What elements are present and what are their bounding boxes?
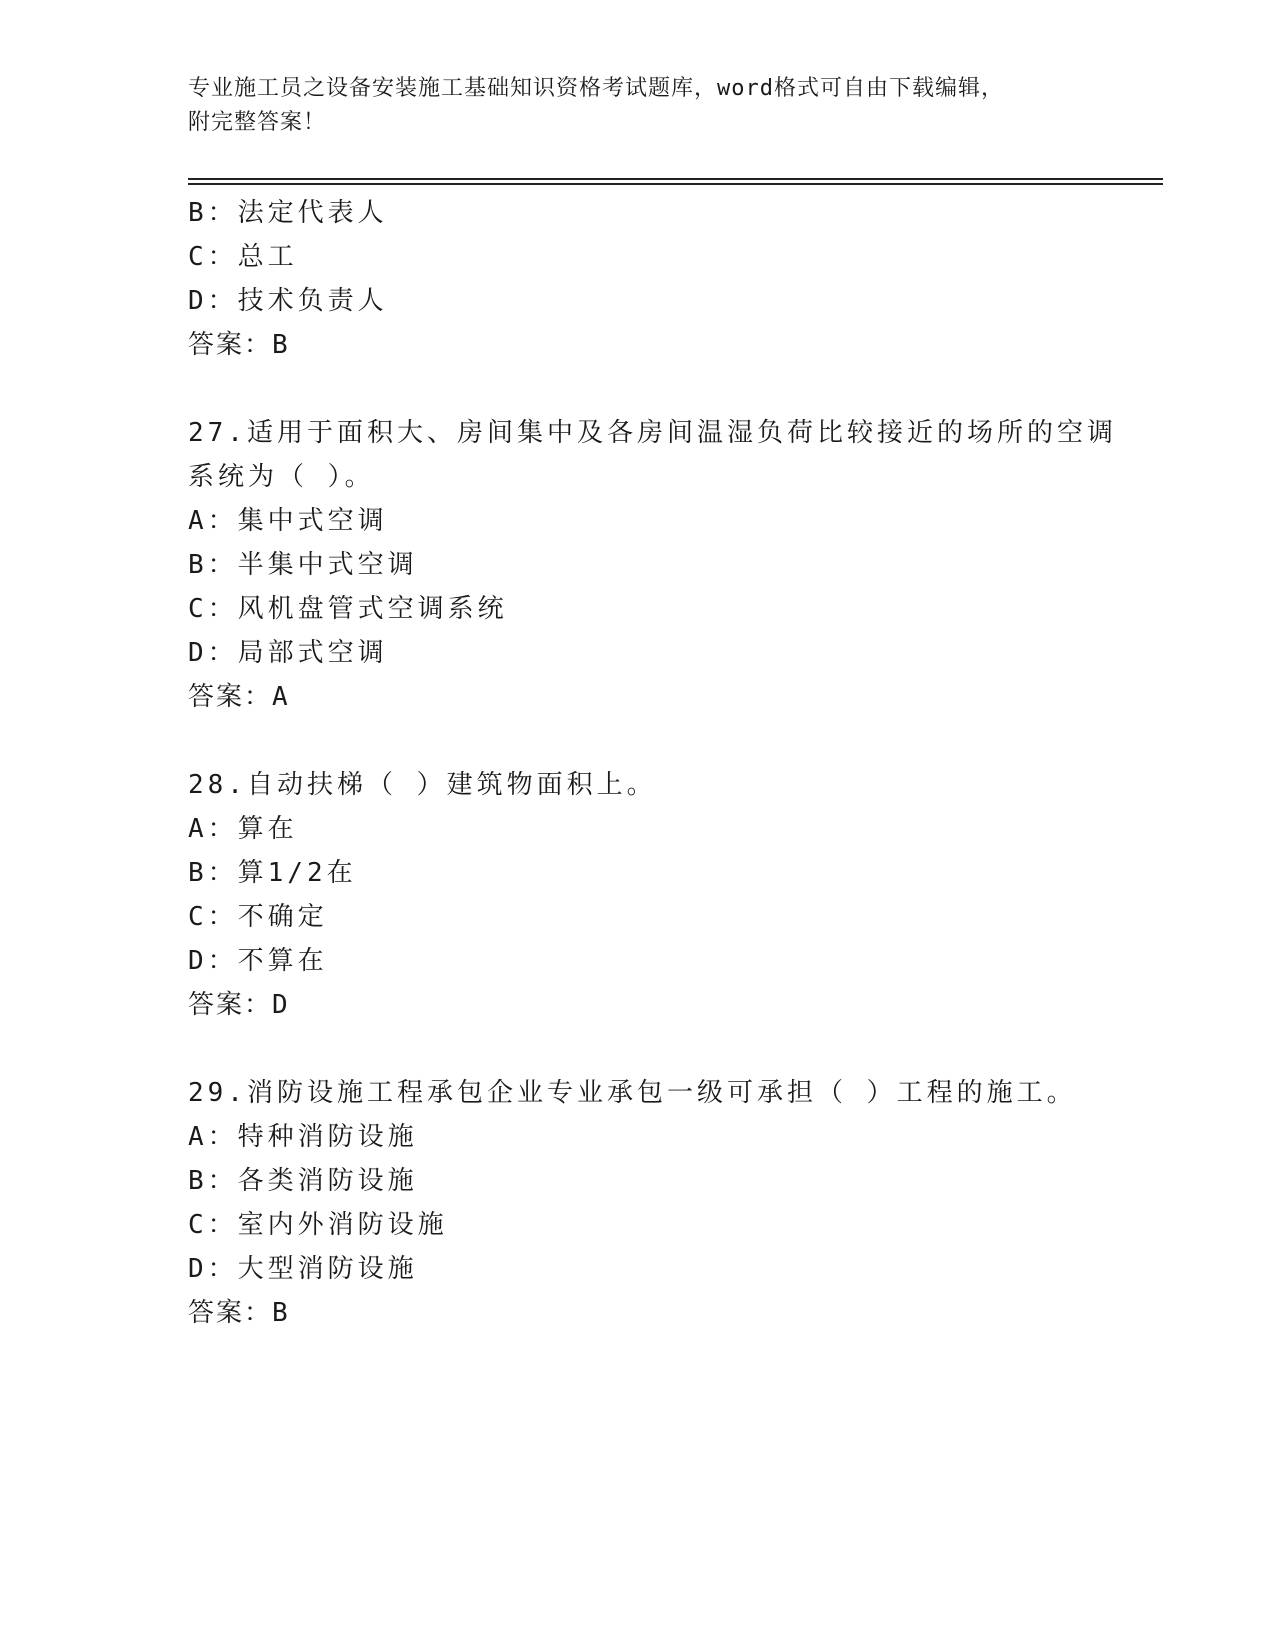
q28-answer: 答案：D: [188, 990, 290, 1020]
q27-option-d: D：局部式空调: [188, 638, 388, 668]
q27-option-b: B：半集中式空调: [188, 550, 418, 580]
q29-option-a: A：特种消防设施: [188, 1122, 418, 1152]
q28-option-c: C：不确定: [188, 902, 328, 932]
q26-option-c: C：总工: [188, 242, 298, 272]
q27-stem-line-1: 27.适用于面积大、房间集中及各房间温湿负荷比较接近的场所的空调: [188, 418, 1117, 448]
q27-option-c: C：风机盘管式空调系统: [188, 594, 508, 624]
q29-option-d: D：大型消防设施: [188, 1254, 418, 1284]
q28-option-d: D：不算在: [188, 946, 328, 976]
header-line-1: 专业施工员之设备安装施工基础知识资格考试题库，word格式可自由下载编辑，: [188, 76, 1004, 101]
header-line-2: 附完整答案！: [188, 110, 327, 135]
header-divider-top: [188, 178, 1163, 180]
q26-option-d: D：技术负责人: [188, 286, 388, 316]
q29-option-b: B：各类消防设施: [188, 1166, 418, 1196]
q27-stem-line-2: 系统为（ ）。: [188, 462, 375, 492]
q27-option-a: A：集中式空调: [188, 506, 388, 536]
q29-answer: 答案：B: [188, 1298, 290, 1328]
q28-option-a: A：算在: [188, 814, 298, 844]
q26-answer: 答案：B: [188, 330, 290, 360]
header-divider-bottom: [188, 183, 1163, 185]
q28-stem: 28.自动扶梯（ ）建筑物面积上。: [188, 770, 657, 800]
q29-option-c: C：室内外消防设施: [188, 1210, 448, 1240]
q28-option-b: B：算1/2在: [188, 858, 357, 888]
q29-stem: 29.消防设施工程承包企业专业承包一级可承担（ ）工程的施工。: [188, 1078, 1077, 1108]
q27-answer: 答案：A: [188, 682, 290, 712]
document-header: [188, 72, 1088, 140]
q26-option-b: B：法定代表人: [188, 198, 388, 228]
